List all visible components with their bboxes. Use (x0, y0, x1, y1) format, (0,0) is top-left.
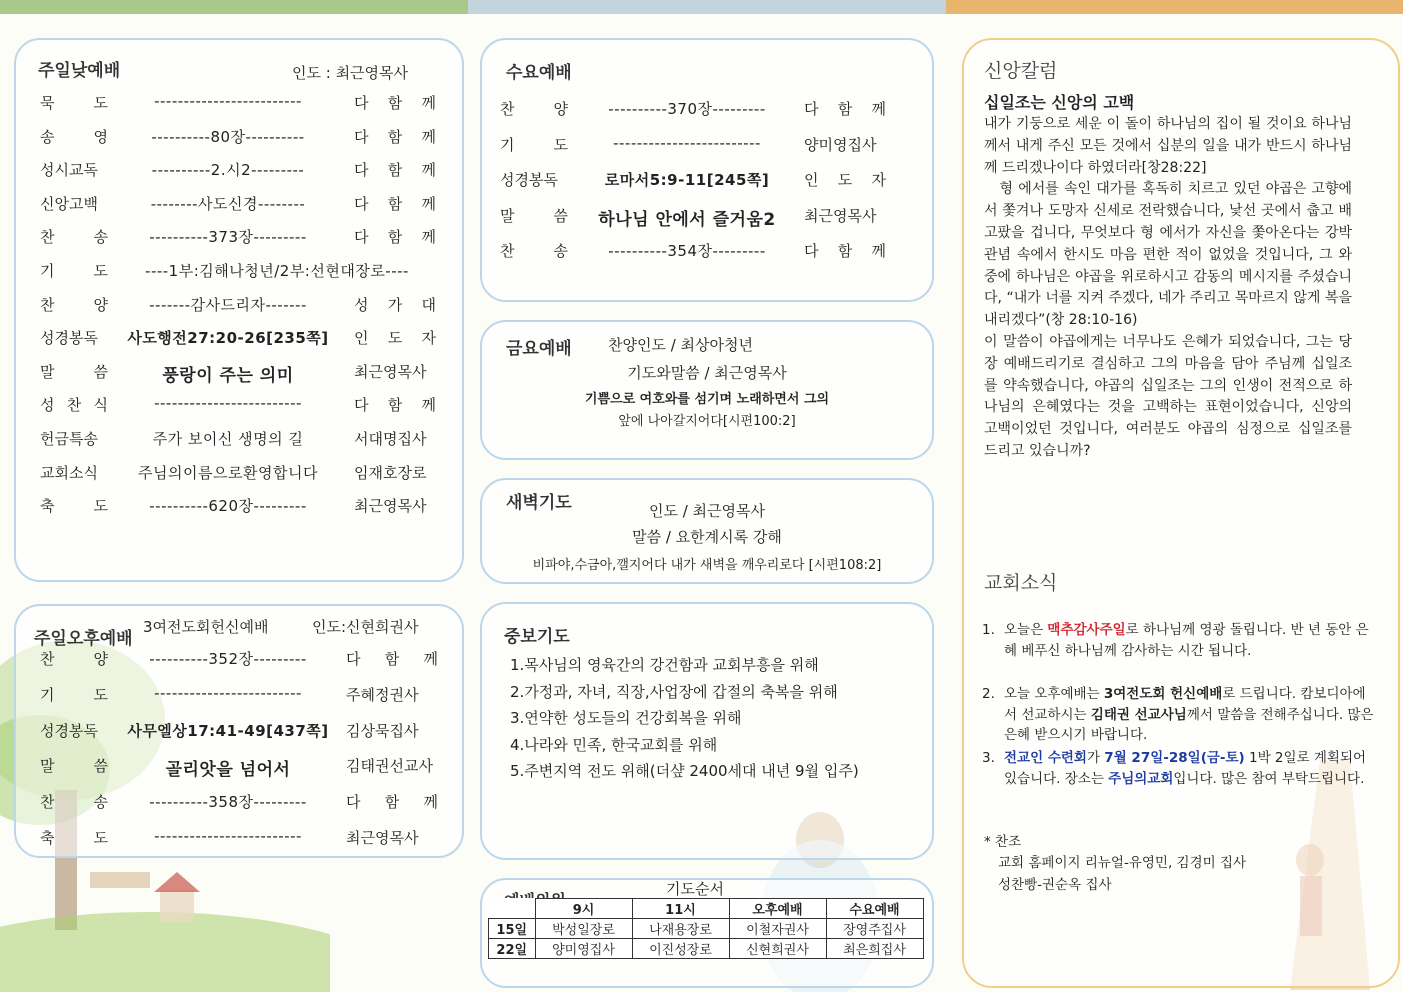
order-person: 다 함 께 (354, 94, 436, 112)
order-label: 성경봉독 (500, 171, 558, 189)
wednesday-panel (480, 38, 934, 302)
news-item-2 (982, 684, 1374, 746)
order-label: 찬 양 (40, 295, 108, 314)
news-item-2-text-b: 로 드립니다. 캄보디아에서 선교하시는 (1004, 686, 1366, 723)
duty-row (489, 939, 924, 959)
order-label: 말 씀 (40, 757, 108, 776)
order-label: 말 씀 (40, 362, 108, 381)
duty-name-cell: 이철자권사 (729, 919, 826, 939)
dawn-verse: 비파야,수금아,깰지어다 내가 새벽을 깨우리로다 [시편108:2] (532, 558, 882, 573)
order-detail: ----------352장--------- (149, 650, 307, 668)
essay-body (984, 114, 1357, 463)
order-label: 축 도 (40, 829, 108, 847)
friday-verse-2: 앞에 나아갈지어다[시편100:2] (618, 414, 796, 429)
order-detail: ------------------------- (154, 394, 302, 413)
order-label: 찬 양 (500, 100, 568, 118)
order-detail: ------------------------- (154, 827, 302, 845)
sunday-am-panel (14, 38, 464, 582)
duty-header-cell: 9시 (535, 899, 632, 919)
order-label: 축 도 (40, 497, 108, 516)
duty-name-cell: 장영주집사 (826, 919, 923, 939)
news-item-1-highlight: 맥추감사주일 (1047, 622, 1126, 638)
order-detail: ----------354장--------- (608, 242, 766, 260)
order-detail: 로마서5:9-11[245쪽] (604, 171, 770, 189)
order-person: 김태권선교사 (346, 757, 433, 776)
order-row (16, 428, 462, 450)
order-person: 다 함 께 (354, 194, 436, 213)
order-person: 다 함 께 (804, 242, 886, 260)
order-label: 교회소식 (40, 463, 98, 482)
order-detail: 골리앗을 넘어서 (165, 760, 291, 781)
order-person: 인 도 자 (354, 329, 436, 348)
duty-corner-cell (489, 899, 536, 919)
duty-row (489, 919, 924, 939)
order-person: 다 함 께 (354, 228, 436, 247)
order-label: 헌금특송 (40, 430, 98, 448)
order-row (482, 98, 932, 120)
order-person: 인 도 자 (804, 171, 886, 189)
news-item-3-blue-1: 전교인 수련회 (1004, 750, 1087, 766)
sponsors-title: * 찬조 (984, 834, 1022, 850)
essay-paragraph: 형 에서를 속인 대가를 혹독히 치르고 있던 야곱은 고향에서 쫓겨나 도망자 신세로 전락했습니다, 낯선 곳에서 춥고 배고팠을 겁니다, 무엇보다 형 에서가 자신을 쫓아온다는 강박 관념 속에서 한시도 마음 편한 적이 없었을 것입니다, 그 와중에 하나님은 야곱을 위로하시고 감동의 메시지를 주셨습니다, “내가 너를 지켜 주겠다, 네가 주리고 목마르지 않게 복을 내리겠다”(창 28:10-16) (984, 181, 1357, 329)
order-label: 성시교독 (40, 161, 98, 180)
order-label: 성경봉독 (40, 329, 98, 348)
order-detail: 사도행전27:20-26[235쪽] (127, 329, 329, 348)
duty-name-cell: 이진성장로 (632, 939, 729, 959)
order-detail: 풍랑이 주는 의미 (162, 365, 294, 386)
order-person: 다 함 께 (804, 100, 886, 118)
order-detail: -------감사드리자------- (149, 295, 307, 314)
news-item-1 (982, 620, 1374, 661)
top-color-bar-blue (468, 0, 946, 14)
order-row (16, 462, 462, 484)
order-person: 최근영목사 (354, 362, 427, 381)
order-row (16, 260, 462, 282)
column-heading: 신앙칼럼 (984, 60, 1058, 82)
news-item-3-number: 3. (982, 750, 995, 766)
top-color-bar-green (0, 0, 468, 14)
order-person: 임재호장로 (354, 463, 427, 482)
order-label: 찬 송 (40, 228, 108, 247)
sponsor-line-1: 교회 홈페이지 리뉴얼-유영민, 김경미 집사 (998, 855, 1247, 871)
order-label: 기 도 (40, 685, 108, 704)
duty-name-cell: 신현희권사 (729, 939, 826, 959)
dawn-leader: 인도 / 최근영목사 (648, 502, 766, 520)
news-item-1-number: 1. (982, 622, 995, 638)
order-row (16, 755, 462, 781)
sunday-pm-leader: 인도:신현희권사 (312, 618, 419, 636)
intercession-title: 중보기도 (504, 627, 570, 647)
friday-praise-leader: 찬양인도 / 최상아청년 (608, 336, 754, 354)
dawn-prayer-panel (480, 478, 934, 584)
order-person: 주혜정권사 (346, 685, 419, 704)
top-color-bar-orange (946, 0, 1403, 14)
order-person: 다 함 께 (354, 161, 436, 180)
news-item-3-text-a: 가 (1086, 750, 1105, 766)
sunday-am-title: 주일낮예배 (38, 61, 121, 81)
duty-header-cell: 오후예배 (729, 899, 826, 919)
news-item-2-text-c: 께서 말씀을 전해주십니다. 많은 은혜 받으시기 바랍니다. (1004, 706, 1374, 743)
order-row (16, 159, 462, 181)
duty-header-cell: 11시 (632, 899, 729, 919)
news-item-2-bold-1: 3여전도회 헌신예배 (1103, 686, 1223, 702)
order-detail: ----------2.시2--------- (151, 161, 305, 180)
worship-duty-panel (480, 878, 934, 988)
essay-paragraph: 내가 기둥으로 세운 이 돌이 하나님의 집이 될 것이요 하나님께서 내게 주신 모든 것에서 십분의 일을 내가 반드시 하나님께 드리겠나이다 하였더라[창28:22] (984, 116, 1352, 176)
order-person: 다 함 께 (354, 127, 436, 146)
dawn-sermon: 말씀 / 요한계시록 강해 (632, 528, 782, 546)
duty-name-cell: 나재용장로 (632, 919, 729, 939)
order-label: 성 찬 식 (40, 396, 108, 415)
order-label: 송 영 (40, 127, 108, 146)
duty-header-cell: 수요예배 (826, 899, 923, 919)
dawn-prayer-title: 새벽기도 (506, 493, 572, 513)
news-heading: 교회소식 (984, 572, 1058, 594)
intercession-item: 2.가정과, 자녀, 직장,사업장에 갑절의 축복을 위해 (510, 682, 838, 701)
prayer-order-title: 기도순서 (666, 880, 724, 898)
news-item-3-blue-3: 주님의교회 (1108, 770, 1174, 787)
order-label: 묵 도 (40, 94, 108, 112)
order-detail: 주님의이름으로환영합니다 (138, 463, 318, 482)
order-detail: ----------358장--------- (149, 793, 307, 812)
news-item-3-text-b: 1박 2일로 계획되어 있습니다. 장소는 (1004, 750, 1367, 787)
faith-column-panel (962, 38, 1400, 988)
order-detail: ----------620장--------- (149, 497, 307, 516)
duty-date-cell: 22일 (489, 939, 536, 959)
news-item-2-number: 2. (982, 686, 995, 702)
order-row (16, 648, 462, 670)
intercession-panel (480, 602, 934, 860)
order-row (16, 294, 462, 316)
friday-sermon: 기도와말씀 / 최근영목사 (627, 364, 787, 382)
order-row (16, 226, 462, 248)
order-person: 최근영목사 (804, 206, 877, 225)
order-detail: ------------------------- (154, 92, 302, 110)
order-detail: 주가 보이신 생명의 길 (152, 430, 304, 448)
sunday-pm-subtitle: 3여전도회헌신예배 (143, 618, 269, 636)
order-detail: ----------373장--------- (149, 228, 307, 247)
essay-paragraph: 이 말씀이 야곱에게는 너무나도 은혜가 되었습니다, 그는 당장 예배드리기로 결심하고 그의 마음을 담아 주님께 십일조를 약속했습니다, 야곱의 십일조는 그의 인생이 전적으로 하나님의 은혜였다는 것을 고백하는 표현이었습니다, 신앙의 고백이었던 것입니다, 여러분도 야곱의 심정으로 십일조를 드리고 있습니까? (984, 333, 1357, 459)
news-item-2-bold-2: 김태권 선교사님 (1090, 706, 1187, 723)
essay-title: 십일조는 신앙의 고백 (984, 93, 1135, 112)
prayer-order-table (488, 898, 924, 959)
order-row (16, 720, 462, 742)
friday-title: 금요예배 (506, 339, 572, 359)
order-label: 찬 송 (500, 242, 568, 260)
order-person: 서대명집사 (354, 430, 427, 448)
order-row (16, 394, 462, 416)
order-row (482, 134, 932, 156)
wednesday-title: 수요예배 (506, 63, 572, 83)
order-detail: 사무엘상17:41-49[437쪽] (127, 721, 329, 740)
order-person: 다 함 께 (346, 650, 438, 668)
news-item-2-text-a: 오늘 오후예배는 (1004, 686, 1104, 702)
order-row (16, 791, 462, 813)
news-item-1-text-b: 로 하나님께 영광 돌립니다. 반 년 동안 은혜 베푸신 하나님께 감사하는 시간 됩니다. (1004, 622, 1369, 659)
sponsor-line-2: 성찬빵-권순옥 집사 (998, 877, 1112, 893)
order-row (482, 240, 932, 262)
order-detail: ----------370장--------- (608, 100, 766, 118)
friday-panel (480, 320, 934, 460)
order-label: 말 씀 (500, 206, 568, 225)
order-label: 성경봉독 (40, 721, 98, 740)
order-person: 다 함 께 (346, 793, 438, 812)
order-row (16, 361, 462, 386)
order-row (16, 827, 462, 849)
order-row (16, 92, 462, 114)
news-item-1-text-a: 오늘은 (1004, 622, 1048, 638)
order-person: 최근영목사 (354, 497, 427, 516)
intercession-item: 3.연약한 성도들의 건강회복을 위해 (510, 709, 742, 728)
duty-name-cell: 최은희집사 (826, 939, 923, 959)
order-row (16, 684, 462, 706)
sunday-am-leader: 인도 : 최근영목사 (292, 64, 409, 82)
sunday-pm-title: 주일오후예배 (34, 629, 133, 649)
friday-verse-1: 기쁨으로 여호와를 섬기며 노래하면서 그의 (584, 392, 830, 407)
order-person: 김상묵집사 (346, 721, 419, 740)
order-row (16, 193, 462, 215)
order-detail: ------------------------- (154, 683, 302, 702)
order-person: 양미영집사 (804, 135, 877, 154)
order-row (16, 126, 462, 148)
order-person: 최근영목사 (346, 829, 419, 847)
news-item-3-blue-2: 7월 27일-28일(금-토) (1104, 750, 1245, 766)
intercession-item: 4.나라와 민족, 한국교회를 위해 (510, 735, 718, 754)
sunday-pm-panel (14, 604, 464, 858)
intercession-item: 5.주변지역 전도 위해(더샾 2400세대 내년 9월 입주) (510, 762, 859, 781)
order-label: 찬 송 (40, 793, 108, 812)
order-detail: ------------------------- (613, 133, 761, 152)
order-label: 기 도 (500, 135, 568, 154)
order-detail: ----------80장---------- (151, 127, 305, 146)
order-row (482, 169, 932, 191)
news-item-3 (982, 748, 1374, 789)
order-row (16, 495, 462, 517)
duty-name-cell: 양미영집사 (535, 939, 632, 959)
order-detail: --------사도신경-------- (150, 194, 306, 213)
order-label: 신앙고백 (40, 194, 98, 213)
order-label: 찬 양 (40, 650, 108, 668)
order-detail: 하나님 안에서 즐거움2 (598, 209, 776, 230)
order-detail: ----1부:김해나청년/2부:선현대장로---- (145, 262, 409, 280)
order-row (16, 327, 462, 349)
order-row (482, 205, 932, 230)
order-person: 성 가 대 (354, 295, 436, 314)
order-label: 기 도 (40, 262, 108, 280)
news-item-3-text-c: 입니다. 많은 참여 부탁드립니다. (1173, 770, 1365, 787)
intercession-item: 1.목사님의 영육간의 강건함과 교회부흥을 위해 (510, 656, 819, 674)
duty-date-cell: 15일 (489, 919, 536, 939)
order-person: 다 함 께 (354, 396, 436, 415)
duty-name-cell: 박성일장로 (535, 919, 632, 939)
